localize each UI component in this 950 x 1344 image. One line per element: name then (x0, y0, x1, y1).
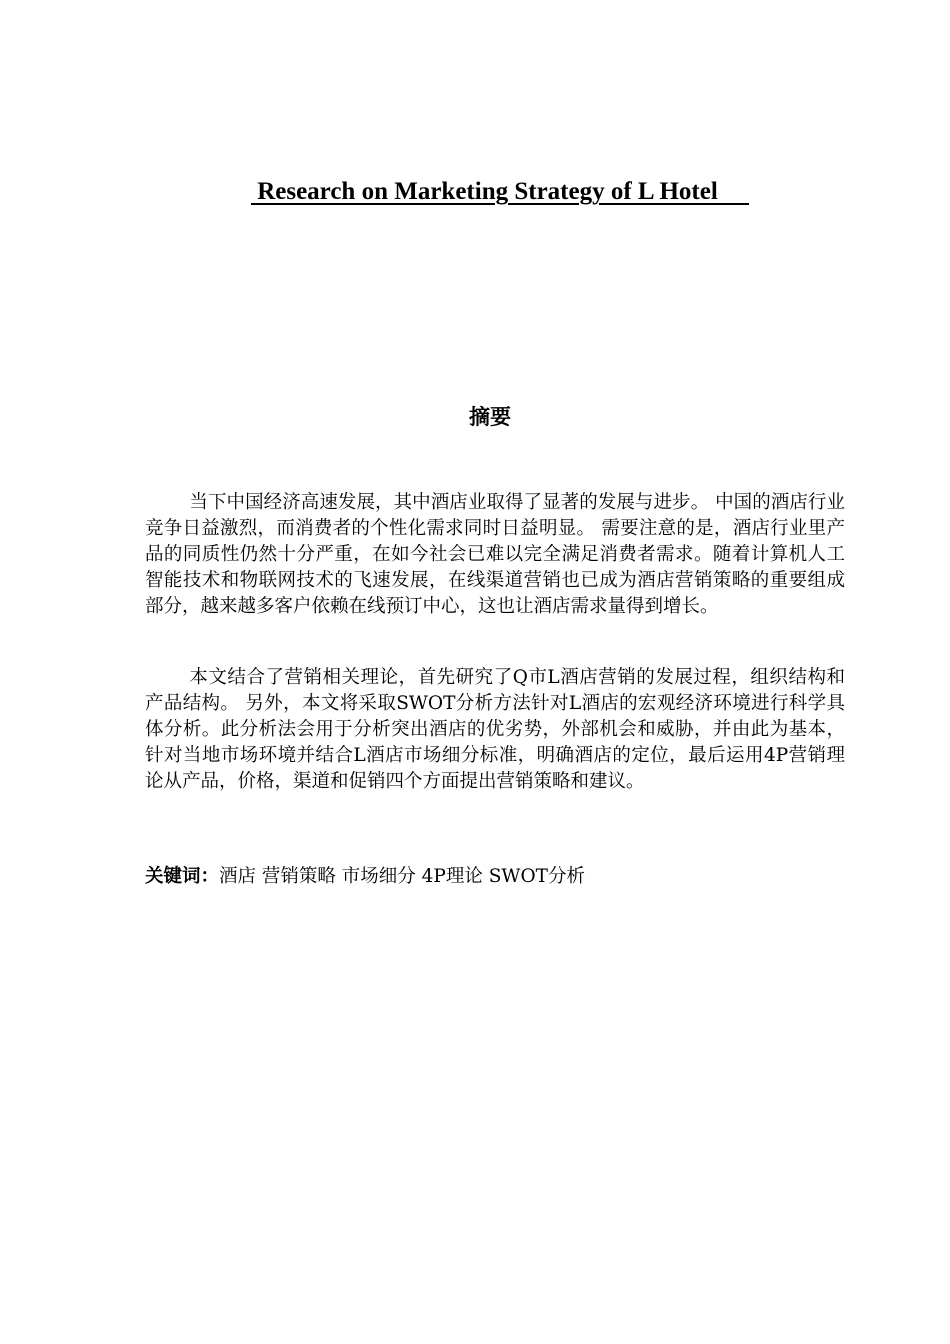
keywords-label: 关键词： (145, 866, 220, 887)
keywords-line (145, 864, 865, 890)
english-title: Research on Marketing Strategy of L Hotel (250, 178, 750, 205)
abstract-paragraph-2: 本文结合了营销相关理论，首先研究了Q市L酒店营销的发展过程，组织结构和产品结构。 另外，本文将采取SWOT分析方法针对L酒店的宏观经济环境进行科学具体分析。此分析法会用于分析突出酒店的优劣势，外部机会和威胁，并由此为基本，针对当地市场环境并结合L酒店市场细分标准，明确酒店的定位，最后运用4P营销理论从产品，价格，渠道和促销四个方面提出营销策略和建议。 (145, 667, 845, 792)
abstract-paragraph-1: 当下中国经济高速发展，其中酒店业取得了显著的发展与进步。 中国的酒店行业竞争日益激烈，而消费者的个性化需求同时日益明显。 需要注意的是，酒店行业里产品的同质性仍然十分严重，在如今社会已难以完全满足消费者需求。随着计算机人工智能技术和物联网技术的飞速发展，在线渠道营销也已成为酒店营销策略的重要组成部分，越来越多客户依赖在线预订中心，这也让酒店需求量得到增长。 (145, 492, 845, 617)
keywords-values: 酒店 营销策略 市场细分 4P理论 SWOT分析 (219, 866, 585, 887)
abstract-heading: 摘要 (469, 405, 511, 429)
